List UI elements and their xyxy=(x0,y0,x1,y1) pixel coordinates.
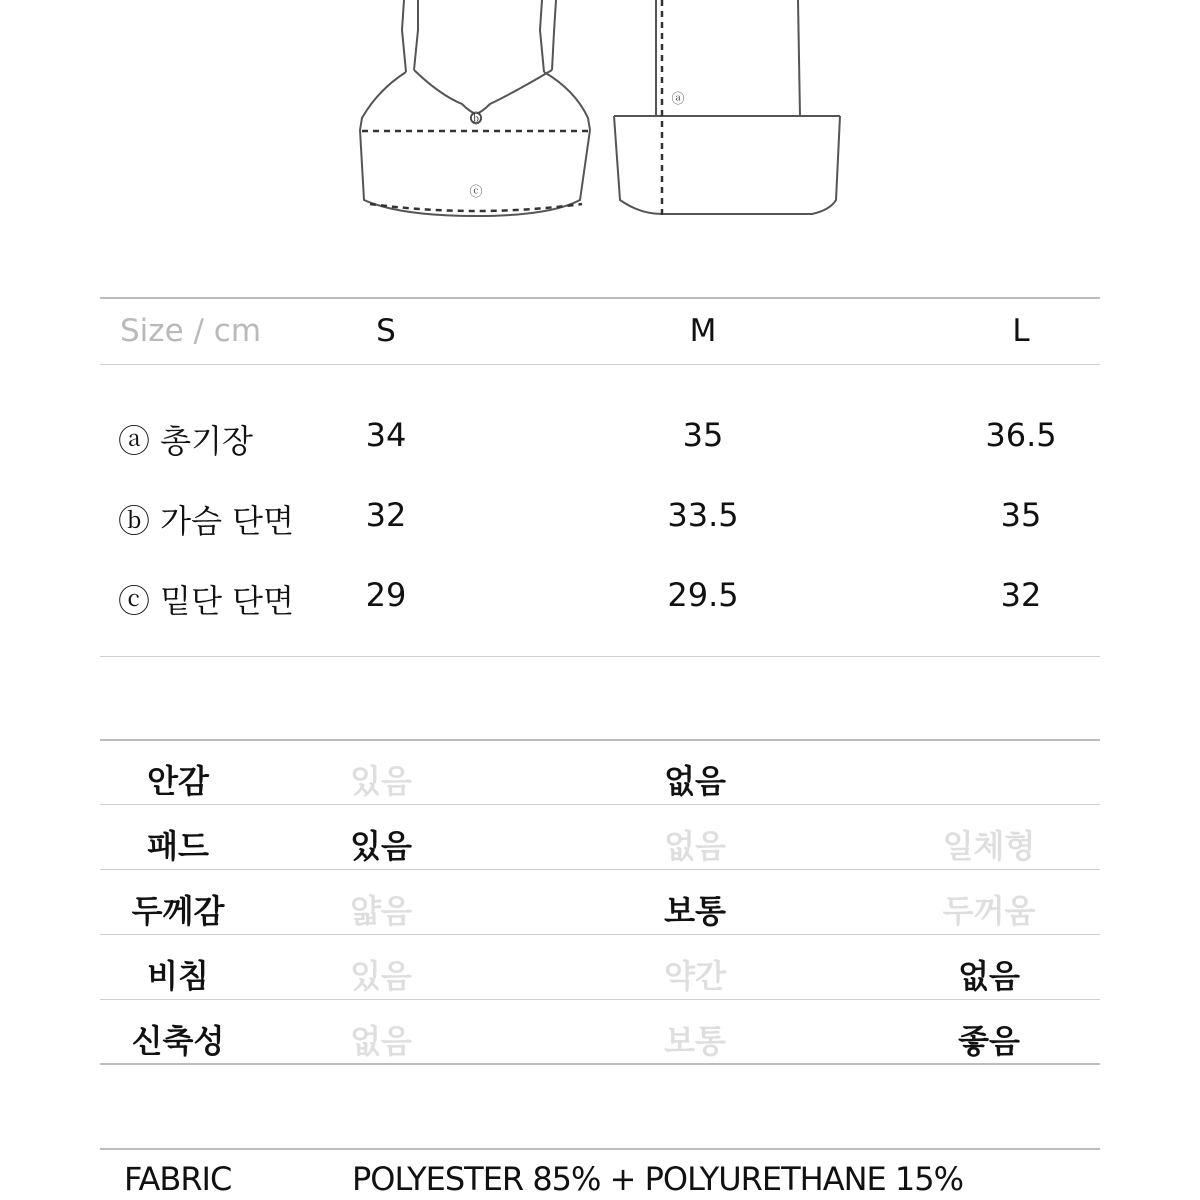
size-row-total-length xyxy=(0,406,1200,466)
size-value: 32 xyxy=(1000,576,1042,614)
size-value: 29 xyxy=(365,576,407,614)
attr-option: 두꺼움 xyxy=(942,892,1036,930)
size-unit-label: Size / cm xyxy=(120,313,262,349)
attr-label: 비침 xyxy=(147,957,209,995)
attr-row-pad xyxy=(0,807,1200,871)
size-col-s: S xyxy=(376,313,396,349)
fabric-top-rule xyxy=(100,1148,1100,1150)
size-value: 35 xyxy=(1000,496,1042,534)
fabric-value: POLYESTER 85% + POLYURETHANE 15% xyxy=(352,1160,964,1198)
size-table-header xyxy=(0,305,1200,355)
size-table-bottom-rule xyxy=(100,656,1100,657)
attr-label: 패드 xyxy=(147,827,209,865)
side-view-outline xyxy=(614,0,840,214)
size-row-hem-width xyxy=(0,566,1200,626)
size-col-m: M xyxy=(689,313,717,349)
attr-option: 보통 xyxy=(664,892,726,930)
size-row-label: ⓐ 총기장 xyxy=(118,422,253,460)
attr-option: 일체형 xyxy=(942,827,1036,865)
attr-label: 안감 xyxy=(147,762,209,800)
attr-row-divider xyxy=(100,934,1100,935)
attr-option: 좋음 xyxy=(958,1022,1020,1060)
size-value: 36.5 xyxy=(985,416,1057,454)
marker-b: ⓑ xyxy=(469,112,483,127)
attr-option: 약간 xyxy=(664,957,726,995)
attr-option: 없음 xyxy=(664,762,726,800)
attr-row-sheerness xyxy=(0,937,1200,1001)
attr-option: 얇음 xyxy=(350,892,412,930)
size-value: 34 xyxy=(365,416,407,454)
attr-table-top-rule xyxy=(100,739,1100,741)
size-value: 35 xyxy=(682,416,724,454)
attr-label: 신축성 xyxy=(131,1022,225,1060)
attr-option: 없음 xyxy=(958,957,1020,995)
front-view-outline xyxy=(360,0,590,216)
attr-row-thickness xyxy=(0,872,1200,936)
size-table-top-rule xyxy=(100,297,1100,299)
attr-row-divider xyxy=(100,869,1100,870)
attr-option: 있음 xyxy=(350,762,412,800)
attr-option: 보통 xyxy=(664,1022,726,1060)
attr-row-stretch xyxy=(0,1002,1200,1066)
size-row-label: ⓑ 가슴 단면 xyxy=(118,502,294,540)
marker-a: ⓐ xyxy=(671,92,685,107)
attr-option: 없음 xyxy=(350,1022,412,1060)
size-col-l: L xyxy=(1012,313,1030,349)
attr-row-lining xyxy=(0,742,1200,806)
attr-row-divider xyxy=(100,999,1100,1000)
size-table-header-rule xyxy=(100,364,1100,365)
size-row-chest-width xyxy=(0,486,1200,546)
attr-option: 있음 xyxy=(350,827,412,865)
attr-option: 없음 xyxy=(664,827,726,865)
attr-option: 있음 xyxy=(350,957,412,995)
measurement-diagram xyxy=(0,0,1200,240)
size-value: 29.5 xyxy=(667,576,739,614)
attr-label: 두께감 xyxy=(131,892,225,930)
attr-row-divider xyxy=(100,804,1100,805)
fabric-label: FABRIC xyxy=(124,1160,232,1198)
size-row-label: ⓒ 밑단 단면 xyxy=(118,582,294,620)
marker-c: ⓒ xyxy=(469,185,483,200)
size-value: 32 xyxy=(365,496,407,534)
attr-table-bottom-rule xyxy=(100,1063,1100,1065)
size-value: 33.5 xyxy=(667,496,739,534)
